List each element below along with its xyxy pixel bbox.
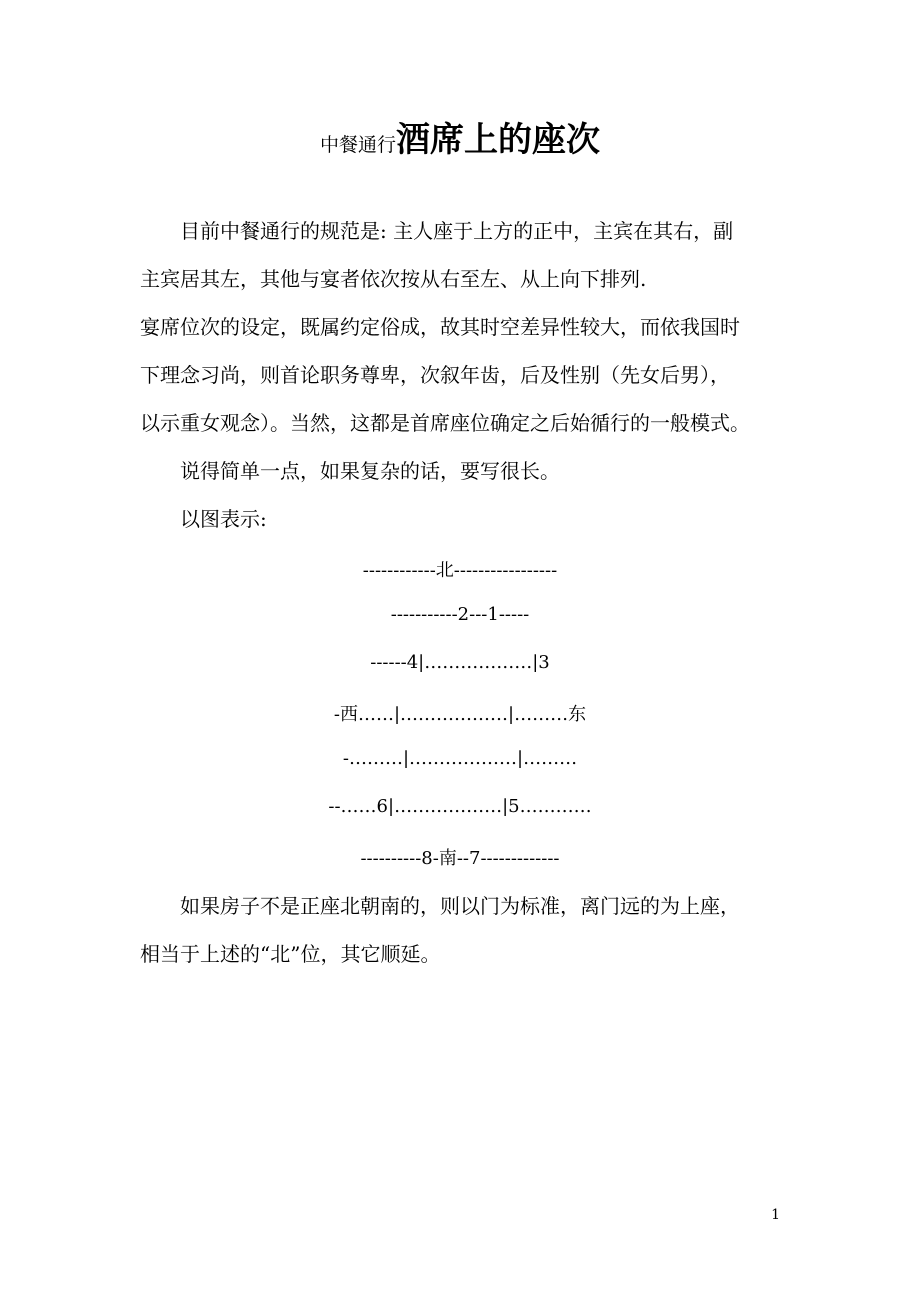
- diagram-line-seats-4-3: ------4|………………|3: [370, 652, 550, 673]
- page-title: [0, 112, 920, 161]
- page-number: 1: [771, 1207, 780, 1223]
- paragraph-1-line-2: 主宾居其左，其他与宴者依次按从右至左、从上向下排列.: [140, 267, 647, 291]
- paragraph-5-line-1: 如果房子不是正座北朝南的，则以门为标准，离门远的为上座，: [180, 894, 740, 918]
- paragraph-4: 以图表示:: [180, 507, 267, 531]
- paragraph-3: 说得简单一点，如果复杂的话，要写很长。: [180, 459, 560, 483]
- intro-section: [140, 207, 780, 543]
- diagram-line-seats-2-1: -----------2---1-----: [390, 604, 530, 625]
- diagram-line-west-east: -西……|………………|………东: [333, 704, 587, 725]
- diagram-line-seats-6-5: --……6|………………|5…………: [328, 796, 592, 817]
- paragraph-1-line-1: 目前中餐通行的规范是: 主人座于上方的正中，主宾在其右，副: [180, 219, 734, 243]
- paragraph-2-line-3: 以示重女观念）。当然，这都是首席座位确定之后始循行的一般模式。: [140, 411, 750, 435]
- paragraph-5-line-2: 相当于上述的“北”位，其它顺延。: [140, 942, 441, 966]
- title-prefix: 中餐通行: [319, 134, 396, 156]
- diagram-line-middle: -………|………………|………: [342, 748, 578, 769]
- paragraph-2-line-1: 宴席位次的设定，既属约定俗成，故其时空差异性较大，而依我国时: [140, 315, 740, 339]
- diagram-line-north: ------------北-----------------: [362, 560, 558, 581]
- diagram-line-south: ----------8-南--7-------------: [360, 848, 560, 869]
- title-main: 酒席上的座次: [396, 120, 600, 160]
- closing-section: [140, 882, 780, 978]
- paragraph-2-line-2: 下理念习尚，则首论职务尊卑，次叙年齿，后及性别（先女后男），: [140, 363, 730, 387]
